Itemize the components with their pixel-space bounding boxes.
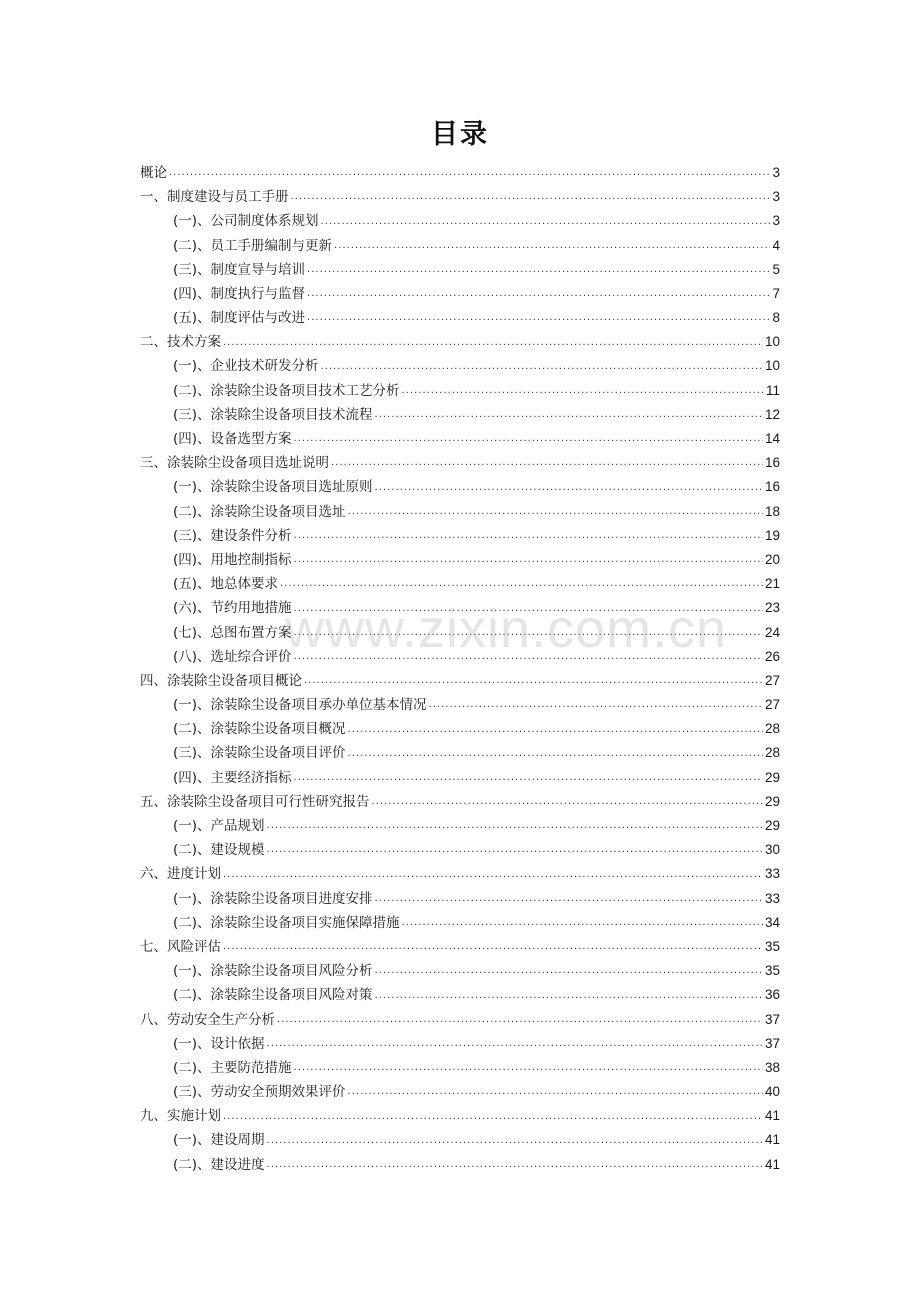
toc-entry-label: (二)、主要防范措施	[173, 1059, 292, 1076]
toc-entry-label: 二、技术方案	[140, 334, 221, 351]
toc-entry-label: 三、涂装除尘设备项目选址说明	[140, 455, 329, 472]
toc-dot-leader	[307, 261, 770, 279]
toc-entry-label: 七、风险评估	[140, 938, 221, 955]
toc-entry-label: (三)、建设条件分析	[173, 527, 292, 544]
toc-entry-page-number: 27	[764, 672, 780, 688]
toc-entry-page-number: 16	[764, 455, 780, 471]
toc-dot-leader	[267, 841, 763, 859]
toc-entry[interactable]	[140, 862, 780, 886]
toc-entry-label: (二)、涂装除尘设备项目概况	[173, 721, 346, 738]
toc-entry-page-number: 3	[772, 189, 780, 205]
toc-entry-label: (四)、用地控制指标	[173, 551, 292, 568]
toc-entry-page-number: 10	[764, 358, 780, 374]
toc-entry-page-number: 28	[764, 745, 780, 761]
toc-entry[interactable]	[140, 911, 780, 935]
toc-entry-page-number: 38	[764, 1059, 780, 1075]
toc-entry[interactable]	[140, 379, 780, 403]
toc-entry[interactable]	[140, 524, 780, 548]
toc-dot-leader	[294, 624, 763, 642]
toc-entry-label: (八)、选址综合评价	[173, 648, 292, 665]
toc-entry[interactable]	[140, 355, 780, 379]
toc-dot-leader	[321, 213, 771, 231]
toc-entry-label: (一)、设计依据	[173, 1035, 265, 1052]
toc-entry-page-number: 20	[764, 551, 780, 567]
toc-dot-leader	[304, 672, 763, 690]
toc-entry-label: (二)、员工手册编制与更新	[173, 237, 333, 254]
toc-dot-leader	[348, 1083, 763, 1101]
toc-entry-label: (一)、涂装除尘设备项目选址原则	[173, 479, 373, 496]
toc-entry-page-number: 10	[764, 334, 780, 350]
toc-entry[interactable]	[140, 1153, 780, 1177]
toc-entry[interactable]	[140, 717, 780, 741]
toc-entry-page-number: 41	[764, 1156, 780, 1172]
toc-entry-page-number: 40	[764, 1084, 780, 1100]
toc-entry-label: (二)、涂装除尘设备项目风险对策	[173, 987, 373, 1004]
toc-entry[interactable]	[140, 935, 780, 959]
toc-entry-label: (三)、涂装除尘设备项目评价	[173, 745, 346, 762]
toc-dot-leader	[375, 962, 763, 980]
toc-entry-page-number: 37	[764, 1011, 780, 1027]
toc-entry[interactable]	[140, 403, 780, 427]
toc-dot-leader	[267, 1132, 763, 1150]
toc-entry-label: (一)、涂装除尘设备项目进度安排	[173, 890, 373, 907]
toc-entry-page-number: 37	[764, 1035, 780, 1051]
toc-entry-label: 一、制度建设与员工手册	[140, 189, 289, 206]
toc-entry-page-number: 3	[772, 213, 780, 229]
toc-entry[interactable]	[140, 209, 780, 233]
toc-entry-label: 六、进度计划	[140, 866, 221, 883]
toc-entry[interactable]	[140, 548, 780, 572]
toc-entry-label: (一)、企业技术研发分析	[173, 358, 319, 375]
toc-entry-page-number: 35	[764, 963, 780, 979]
toc-entry[interactable]	[140, 887, 780, 911]
toc-entry-page-number: 35	[764, 938, 780, 954]
toc-entry-label: (二)、涂装除尘设备项目实施保障措施	[173, 914, 400, 931]
toc-entry-page-number: 33	[764, 890, 780, 906]
toc-entry-page-number: 28	[764, 721, 780, 737]
toc-entry-page-number: 8	[772, 310, 780, 326]
toc-entry[interactable]	[140, 1032, 780, 1056]
toc-entry-label: (四)、设备选型方案	[173, 431, 292, 448]
toc-dot-leader	[372, 793, 763, 811]
toc-entry-page-number: 41	[764, 1132, 780, 1148]
toc-entry-page-number: 24	[764, 624, 780, 640]
toc-entry-page-number: 29	[764, 818, 780, 834]
toc-dot-leader	[348, 503, 763, 521]
toc-entry-page-number: 11	[765, 382, 780, 398]
toc-entry-label: (三)、制度宣导与培训	[173, 261, 306, 278]
toc-entry[interactable]	[140, 959, 780, 983]
toc-dot-leader	[294, 648, 763, 666]
toc-dot-leader	[321, 358, 763, 376]
toc-entry[interactable]	[140, 766, 780, 790]
toc-entry-page-number: 16	[764, 479, 780, 495]
toc-entry[interactable]	[140, 1104, 780, 1128]
toc-entry[interactable]	[140, 814, 780, 838]
toc-dot-leader	[223, 334, 763, 352]
toc-dot-leader	[307, 309, 770, 327]
toc-entry-label: 四、涂装除尘设备项目概论	[140, 672, 302, 689]
toc-dot-leader	[294, 769, 763, 787]
toc-entry-page-number: 23	[764, 600, 780, 616]
toc-dot-leader	[169, 164, 770, 182]
toc-entry-label: (五)、制度评估与改进	[173, 310, 306, 327]
toc-dot-leader	[294, 430, 763, 448]
toc-entry-label: (一)、产品规划	[173, 818, 265, 835]
toc-entry-page-number: 4	[772, 237, 780, 253]
toc-entry[interactable]	[140, 645, 780, 669]
toc-entry-page-number: 7	[772, 285, 780, 301]
toc-entry-page-number: 33	[764, 866, 780, 882]
toc-entry-page-number: 21	[764, 576, 780, 592]
toc-entry-label: (二)、建设进度	[173, 1156, 265, 1173]
toc-entry[interactable]	[140, 330, 780, 354]
toc-entry-page-number: 26	[764, 648, 780, 664]
toc-entry[interactable]	[140, 500, 780, 524]
toc-dot-leader	[307, 285, 770, 303]
toc-entry[interactable]	[140, 838, 780, 862]
toc-entry-label: (二)、建设规模	[173, 842, 265, 859]
toc-entry-page-number: 29	[764, 793, 780, 809]
toc-dot-leader	[348, 745, 763, 763]
toc-entry-label: 九、实施计划	[140, 1108, 221, 1125]
toc-entry[interactable]	[140, 790, 780, 814]
toc-dot-leader	[294, 1059, 763, 1077]
watermark: www.zixin.com.cn	[285, 599, 728, 659]
toc-entry-label: (三)、涂装除尘设备项目技术流程	[173, 406, 373, 423]
toc-entry-label: (七)、总图布置方案	[173, 624, 292, 641]
toc-entry-label: (六)、节约用地措施	[173, 600, 292, 617]
toc-entry-page-number: 14	[764, 431, 780, 447]
toc-title: 目录	[431, 119, 489, 150]
toc-entry[interactable]	[140, 742, 780, 766]
toc-dot-leader	[375, 890, 763, 908]
toc-entry-page-number: 41	[764, 1108, 780, 1124]
toc-dot-leader	[223, 938, 763, 956]
toc-entry[interactable]	[140, 572, 780, 596]
toc-dot-leader	[402, 914, 763, 932]
toc-entry[interactable]	[140, 693, 780, 717]
toc-entry[interactable]	[140, 234, 780, 258]
toc-entry[interactable]	[140, 596, 780, 620]
toc-entry-label: (五)、地总体要求	[173, 576, 279, 593]
toc-entry-page-number: 34	[764, 914, 780, 930]
toc-entry[interactable]	[140, 306, 780, 330]
toc-entry-label: (一)、涂装除尘设备项目承办单位基本情况	[173, 697, 427, 714]
toc-entry-label: (三)、劳动安全预期效果评价	[173, 1084, 346, 1101]
toc-entry[interactable]	[140, 1056, 780, 1080]
toc-entry[interactable]	[140, 1129, 780, 1153]
toc-dot-leader	[334, 237, 770, 255]
toc-dot-leader	[223, 1108, 763, 1126]
toc-dot-leader	[291, 188, 771, 206]
toc-entry-label: (一)、公司制度体系规划	[173, 213, 319, 230]
toc-entry-page-number: 36	[764, 987, 780, 1003]
toc-dot-leader	[375, 987, 763, 1005]
toc-dot-leader	[277, 1011, 763, 1029]
toc-dot-leader	[267, 1156, 763, 1174]
toc-dot-leader	[331, 454, 763, 472]
toc-entry[interactable]	[140, 258, 780, 282]
toc-dot-leader	[294, 527, 763, 545]
toc-entry[interactable]	[140, 451, 780, 475]
toc-dot-leader	[294, 600, 763, 618]
toc-entry-label: 八、劳动安全生产分析	[140, 1011, 275, 1028]
toc-dot-leader	[223, 866, 763, 884]
toc-entry[interactable]	[140, 983, 780, 1007]
toc-entry[interactable]	[140, 185, 780, 209]
toc-entry[interactable]	[140, 1008, 780, 1032]
toc-entry-label: (一)、建设周期	[173, 1132, 265, 1149]
toc-entry-page-number: 18	[764, 503, 780, 519]
toc-entry-label: 概论	[140, 164, 167, 181]
toc-entry-label: 五、涂装除尘设备项目可行性研究报告	[140, 793, 370, 810]
toc-entry-label: (四)、制度执行与监督	[173, 285, 306, 302]
toc-entry-label: (四)、主要经济指标	[173, 769, 292, 786]
toc-entry-page-number: 12	[764, 406, 780, 422]
toc-entry[interactable]	[140, 161, 780, 185]
toc-dot-leader	[402, 382, 764, 400]
toc-entry-page-number: 3	[772, 164, 780, 180]
toc-dot-leader	[267, 817, 763, 835]
toc-list	[140, 161, 780, 1177]
toc-dot-leader	[280, 575, 763, 593]
toc-entry[interactable]	[140, 427, 780, 451]
toc-entry-page-number: 19	[764, 527, 780, 543]
toc-dot-leader	[429, 696, 763, 714]
toc-entry[interactable]	[140, 621, 780, 645]
toc-dot-leader	[348, 721, 763, 739]
toc-entry-page-number: 27	[764, 697, 780, 713]
toc-dot-leader	[294, 551, 763, 569]
toc-entry-page-number: 5	[772, 261, 780, 277]
toc-dot-leader	[267, 1035, 763, 1053]
toc-dot-leader	[375, 406, 763, 424]
toc-entry-page-number: 30	[764, 842, 780, 858]
toc-dot-leader	[375, 479, 763, 497]
toc-entry[interactable]	[140, 669, 780, 693]
toc-entry-label: (二)、涂装除尘设备项目选址	[173, 503, 346, 520]
toc-entry[interactable]	[140, 1080, 780, 1104]
toc-entry-page-number: 29	[764, 769, 780, 785]
toc-entry-label: (二)、涂装除尘设备项目技术工艺分析	[173, 382, 400, 399]
toc-entry[interactable]	[140, 475, 780, 499]
toc-entry-label: (一)、涂装除尘设备项目风险分析	[173, 963, 373, 980]
toc-entry[interactable]	[140, 282, 780, 306]
